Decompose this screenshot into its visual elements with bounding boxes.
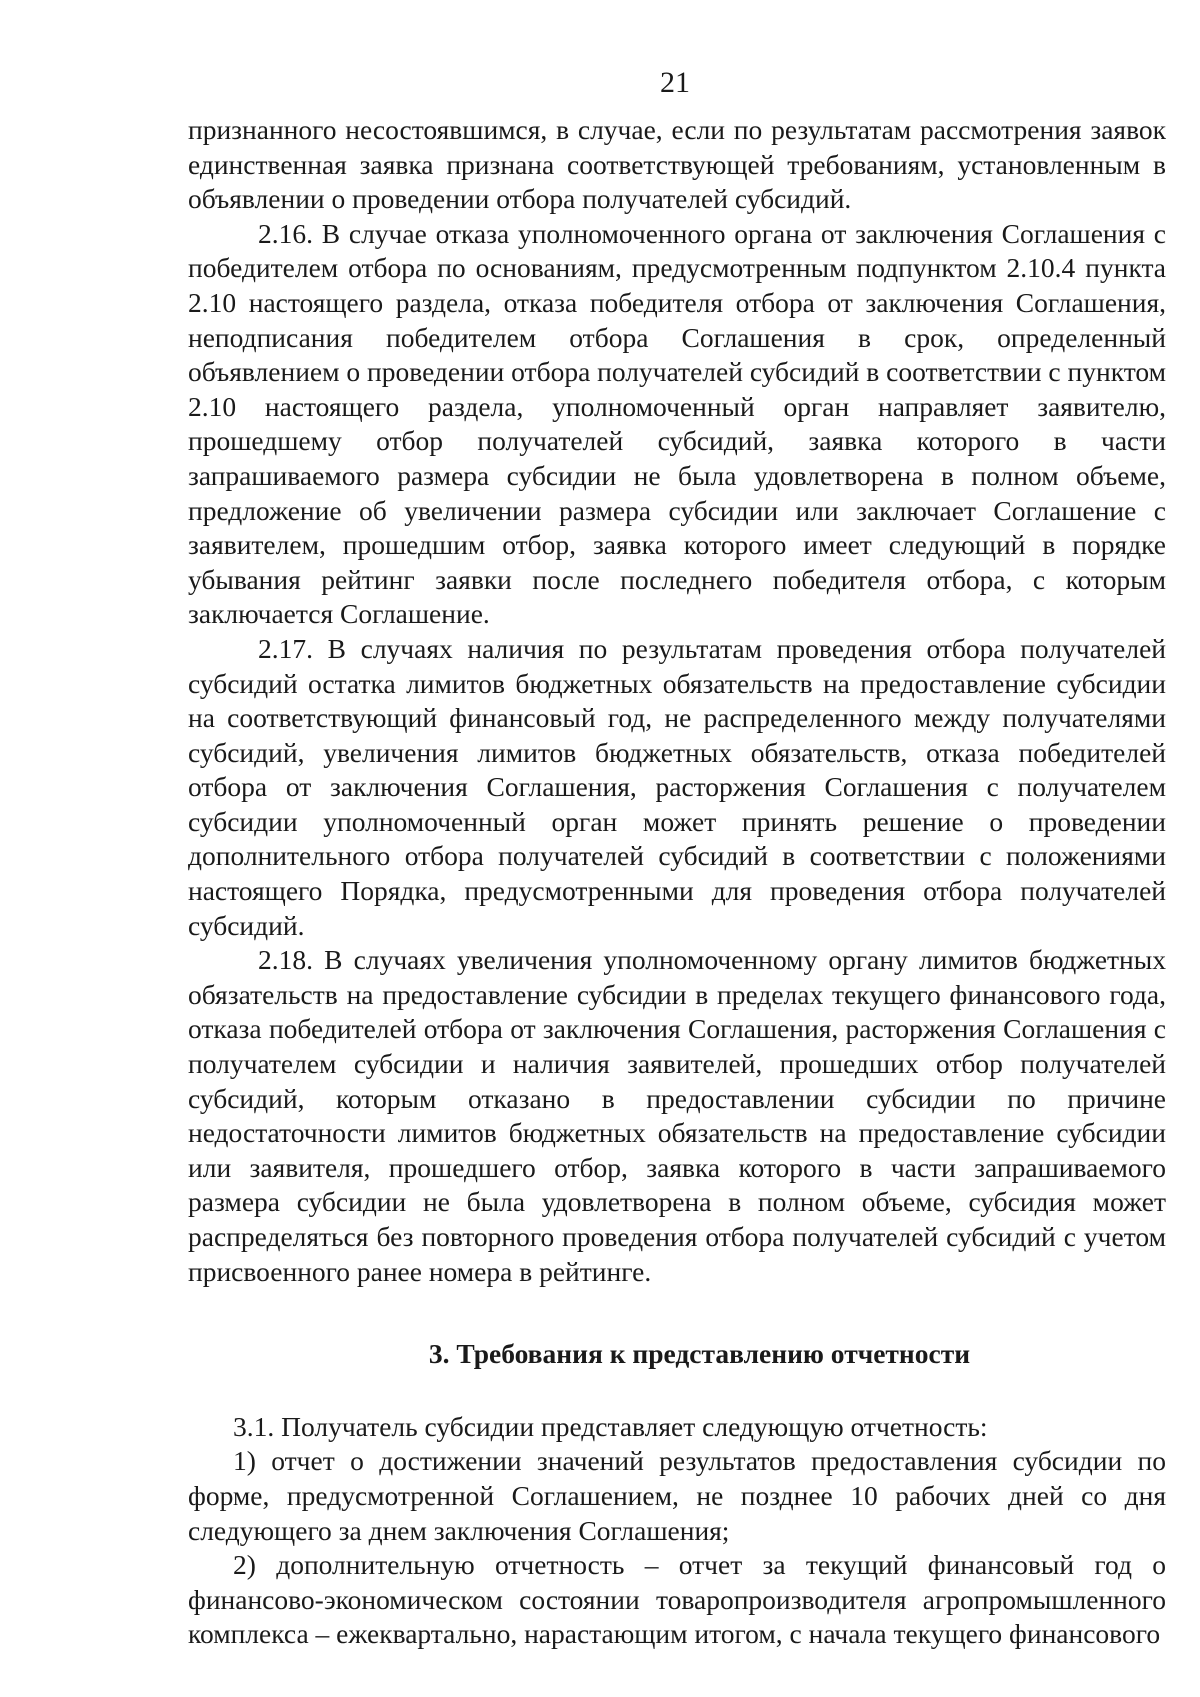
section-heading: 3. Требования к представлению отчетности: [428, 1338, 971, 1370]
paragraph-2-18: 2.18. В случаях увеличения уполномоченному органу лимитов бюджетных обязательств на предоставление субсидии в пределах текущего финансового года, отказа победителей отбора от заключения Соглашения, расторжения Соглашения с получателем субсидии и наличия заявителей, прошедших отбор получателей субсидий, которым отказано в предоставлении субсидии по причине недостаточности лимитов бюджетных обязательств на предоставление субсидии или заявителя, прошедшего отбор, заявка которого в части запрашиваемого размера субсидии не была удовлетворена в полном объеме, субсидия может распределяться без повторного проведения отбора получателей субсидий с учетом присвоенного ранее номера в рейтинге.: [188, 944, 1166, 1287]
paragraph-2-17: 2.17. В случаях наличия по результатам проведения отбора получателей субсидий остатка лимитов бюджетных обязательств на предоставление субсидии на соответствующий финансовый год, не распределенного между получателями субсидий, увеличения лимитов бюджетных обязательств, отказа победителей отбора от заключения Соглашения, расторжения Соглашения с получателем субсидии уполномоченный орган может принять решение о проведении дополнительного отбора получателей субсидий в соответствии с положениями настоящего Порядка, предусмотренными для проведения отбора получателей субсидий.: [188, 632, 1166, 941]
list-item: 2) дополнительную отчетность – отчет за текущий финансовый год о финансово-экономическом состоянии товаропроизводителя агропромышленного комплекса – ежеквартально, нарастающим итогом, с начала текущего финансового: [188, 1549, 1166, 1650]
page-number: 21: [660, 66, 690, 99]
paragraph-continuation: признанного несостоявшимся, в случае, если по результатам рассмотрения заявок единственная заявка признана соответствующей требованиям, установленным в объявлении о проведении отбора получателей субсидий.: [188, 114, 1166, 215]
list-item: 1) отчет о достижении значений результатов предоставления субсидии по форме, предусмотренной Соглашением, не позднее 10 рабочих дней со дня следующего за днем заключения Соглашения;: [188, 1445, 1166, 1546]
paragraph-3-1: 3.1. Получатель субсидии представляет следующую отчетность:: [233, 1410, 988, 1442]
document-body: [188, 113, 1166, 1652]
paragraph-2-16: 2.16. В случае отказа уполномоченного органа от заключения Соглашения с победителем отбора по основаниям, предусмотренным подпунктом 2.10.4 пункта 2.10 настоящего раздела, отказа победителя отбора от заключения Соглашения, неподписания победителем отбора Соглашения в срок, определенный объявлением о проведении отбора получателей субсидий в соответствии с пунктом 2.10 настоящего раздела, уполномоченный орган направляет заявителю, прошедшему отбор получателей субсидий, заявка которого в части запрашиваемого размера субсидии не была удовлетворена в полном объеме, предложение об увеличении размера субсидии или заключает Соглашение с заявителем, прошедшим отбор, заявка которого имеет следующий в порядке убывания рейтинг заявки после последнего победителя отбора, с которым заключается Соглашение.: [188, 217, 1166, 630]
